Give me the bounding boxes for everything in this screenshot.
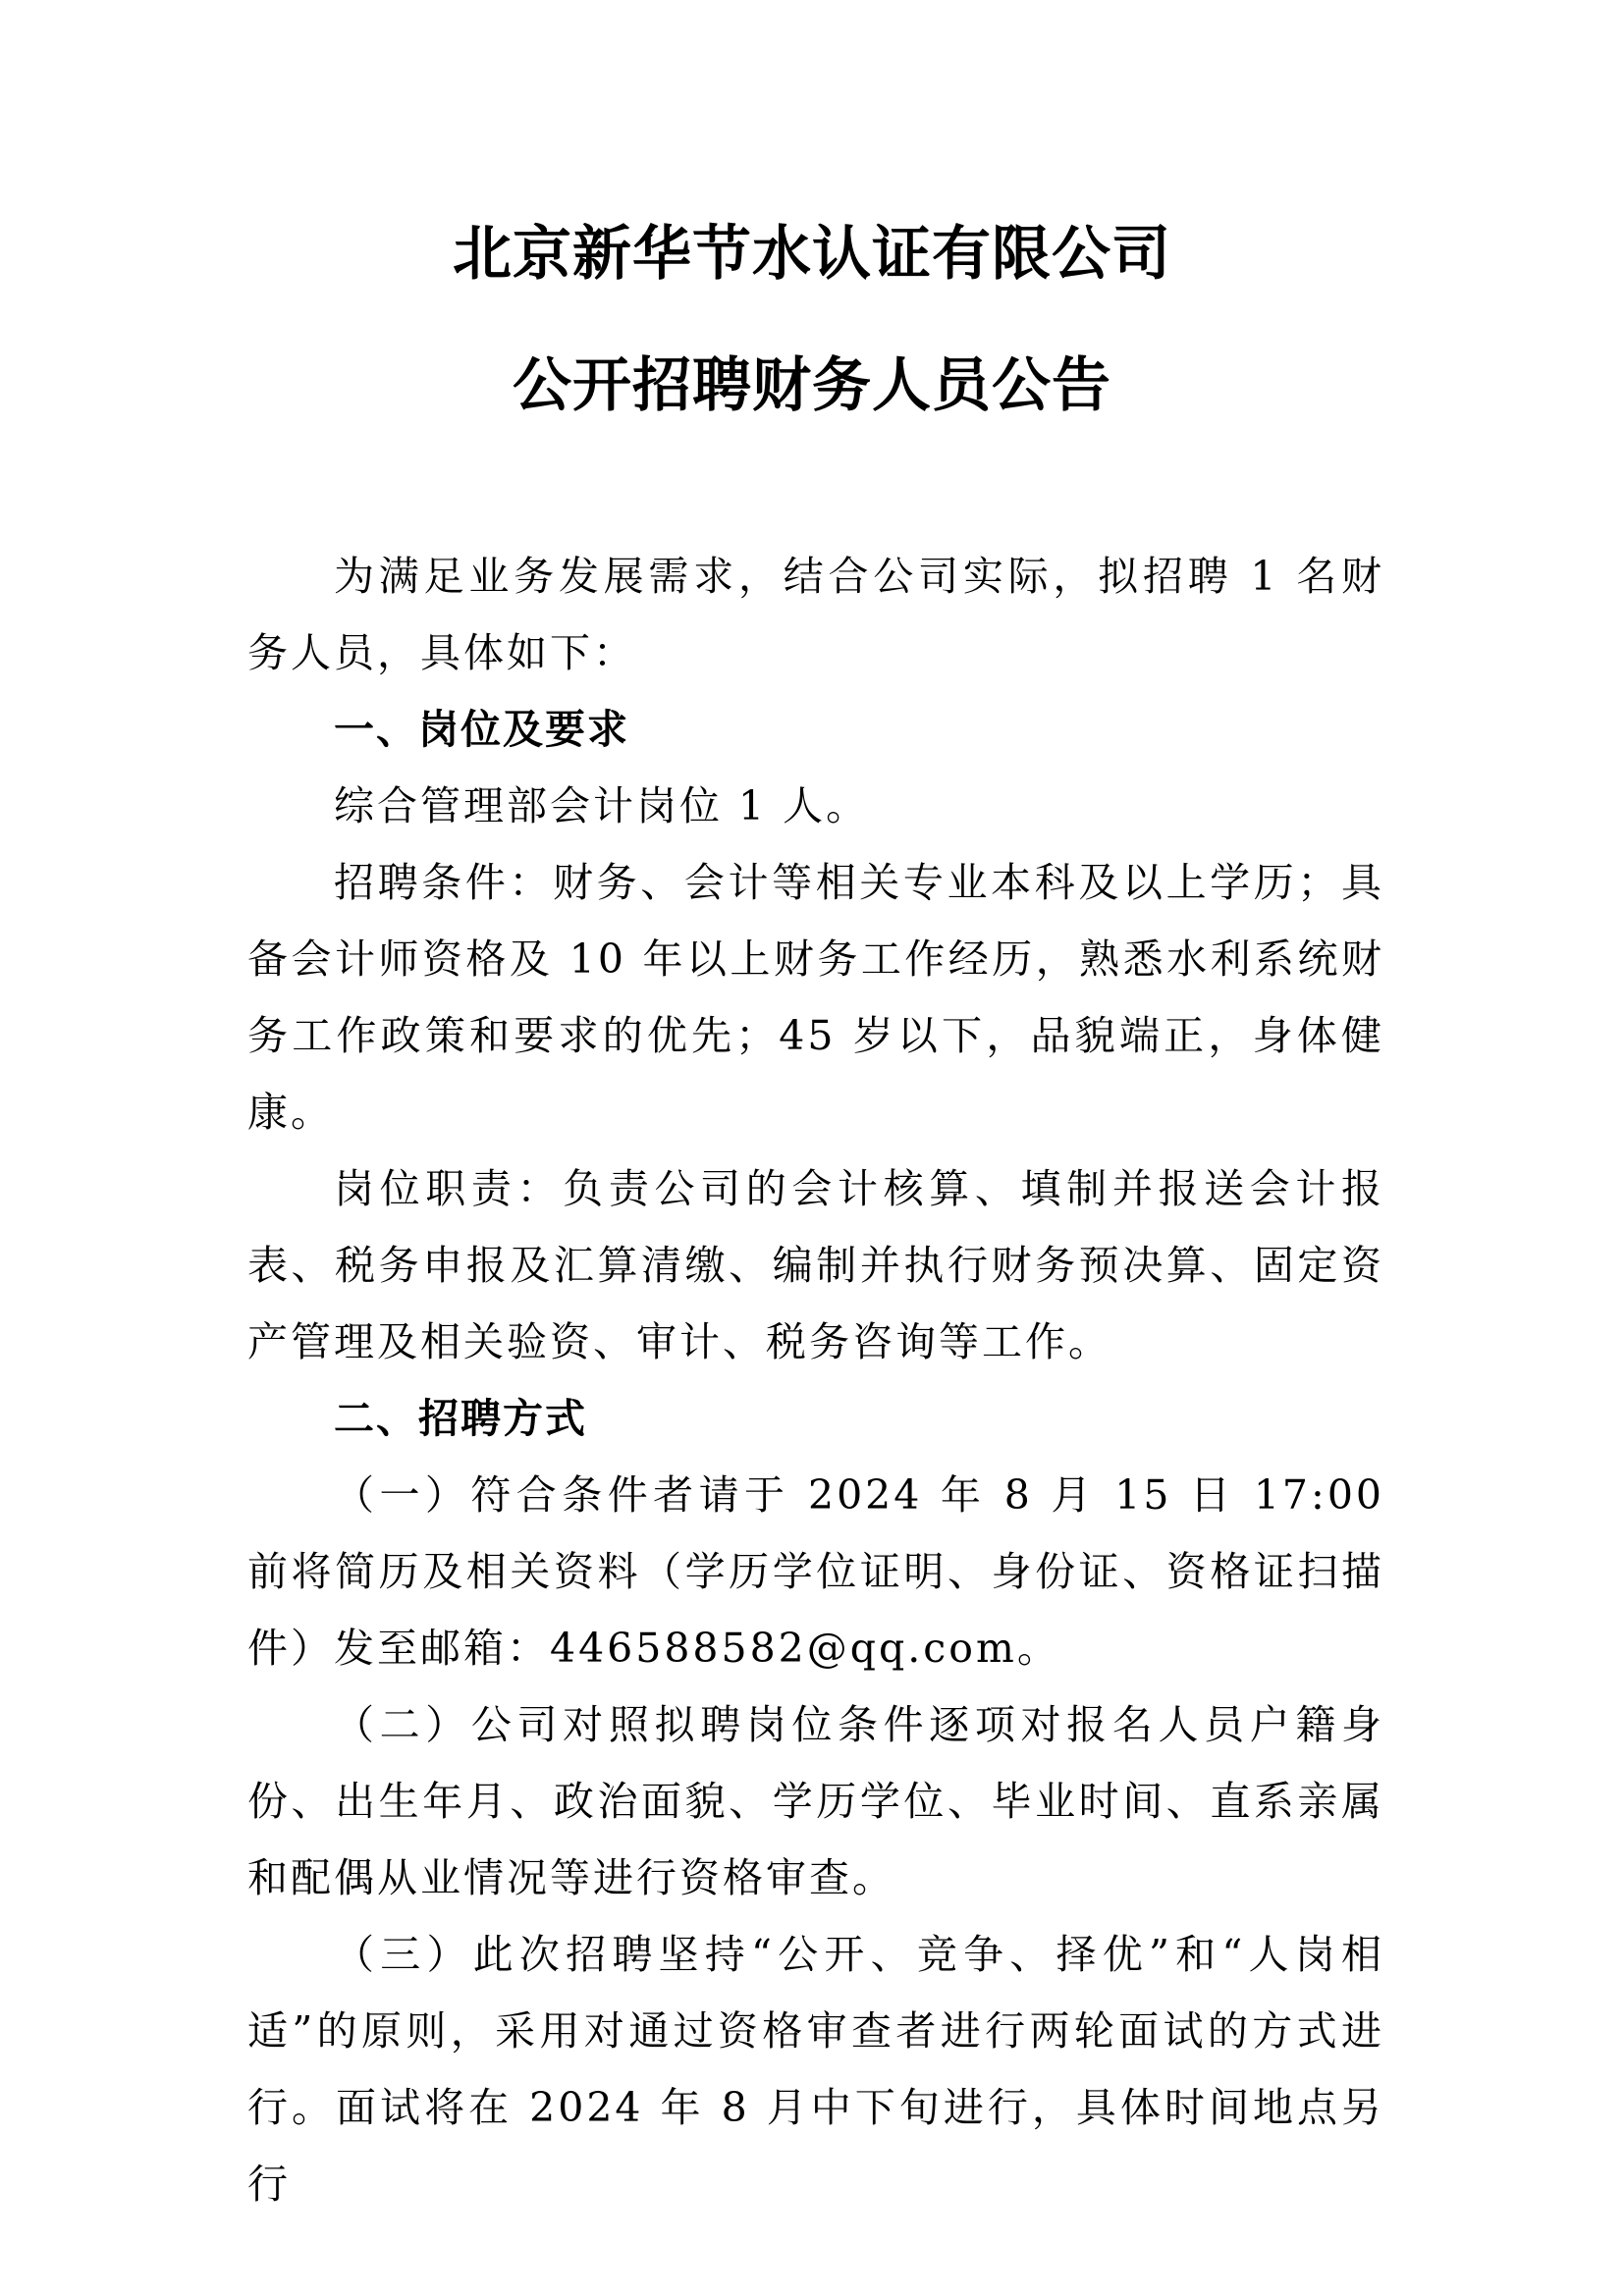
method-item-3: （三）此次招聘坚持“公开、竞争、择优”和“人岗相适”的原则，采用对通过资格审查者进行两轮面试的方式进行。面试将在 2024 年 8 月中下旬进行，具体时间地点另行: [247, 1931, 1384, 2208]
document-title-line-2: 公开招聘财务人员公告: [513, 351, 1111, 420]
method-item-2: （二）公司对照拟聘岗位条件逐项对报名人员户籍身份、出生年月、政治面貌、学历学位、毕业时间、直系亲属和配偶从业情况等进行资格审查。: [247, 1701, 1384, 1901]
document-title-line-1: 北京新华节水认证有限公司: [453, 220, 1171, 289]
position-paragraph: 综合管理部会计岗位 1 人。: [334, 782, 870, 829]
method-item-1: （一）符合条件者请于 2024 年 8 月 15 日 17:00 前将简历及相关资料（学历学位证明、身份证、资格证扫描件）发至邮箱：446588582@qq.com。: [247, 1471, 1384, 1672]
section-heading-positions: 一、岗位及要求: [334, 706, 629, 753]
conditions-paragraph: 招聘条件：财务、会计等相关专业本科及以上学历；具备会计师资格及 10 年以上财务工作经历，熟悉水利系统财务工作政策和要求的优先；45 岁以下，品貌端正，身体健康。: [247, 859, 1384, 1136]
section-heading-method: 二、招聘方式: [334, 1395, 587, 1442]
duties-paragraph: 岗位职责：负责公司的会计核算、填制并报送会计报表、税务申报及汇算清缴、编制并执行财务预决算、固定资产管理及相关验资、审计、税务咨询等工作。: [247, 1165, 1384, 1365]
document-body: [247, 538, 1384, 2222]
intro-paragraph: 为满足业务发展需求，结合公司实际，拟招聘 1 名财务人员，具体如下：: [247, 553, 1384, 676]
